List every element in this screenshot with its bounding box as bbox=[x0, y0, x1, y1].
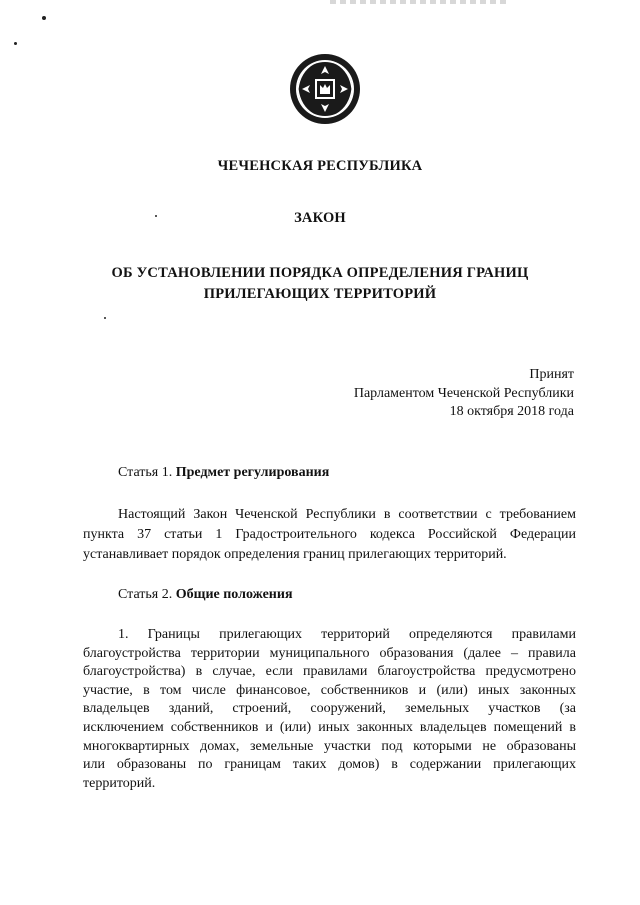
scan-speck bbox=[14, 42, 17, 45]
paragraph-line: территорий. bbox=[83, 775, 156, 791]
paragraph-line: 1. Границы прилегающих территорий определяются правилами bbox=[118, 627, 576, 642]
paragraph-line: участие, в том числе финансовое, собственников и (или) иных законных bbox=[83, 682, 576, 698]
paragraph-line: многоквартирных домах, земельные участки под которыми не образованы bbox=[83, 738, 576, 754]
coat-of-arms-emblem bbox=[288, 52, 362, 126]
article-1-paragraph bbox=[83, 505, 576, 565]
scan-speck bbox=[104, 317, 106, 319]
adoption-date: 18 октября 2018 года bbox=[449, 404, 574, 419]
document-type-heading: ЗАКОН bbox=[294, 210, 346, 226]
adoption-line: Парламентом Чеченской Республики bbox=[353, 385, 574, 401]
article-1-heading bbox=[118, 465, 329, 481]
adoption-block bbox=[354, 366, 574, 422]
paragraph-line: исключением собственников и (или) иных законных владельцев помещений в bbox=[83, 719, 576, 735]
paragraph-line: благоустройства) в случае, если правилами благоустройства предусмотрено bbox=[83, 664, 576, 680]
law-title-line: ОБ УСТАНОВЛЕНИИ ПОРЯДКА ОПРЕДЕЛЕНИЯ ГРАНИЦ bbox=[111, 265, 529, 281]
paragraph-line: благоустройства территории муниципального образования (далее – правила bbox=[83, 645, 576, 661]
paragraph-line: пункта 37 статьи 1 Градостроительного кодекса Российской Федерации bbox=[83, 527, 576, 542]
article-2-title: Общие положения bbox=[175, 587, 293, 602]
article-2-prefix: Статья 2. bbox=[118, 587, 176, 602]
article-1-title: Предмет регулирования bbox=[175, 465, 330, 480]
paragraph-line: Настоящий Закон Чеченской Республики в соответствии с требованием bbox=[118, 507, 576, 522]
article-1-prefix: Статья 1. bbox=[118, 465, 176, 480]
law-title-line: ПРИЛЕГАЮЩИХ ТЕРРИТОРИЙ bbox=[203, 286, 437, 302]
scan-speck bbox=[42, 16, 46, 20]
paragraph-line: владельцев зданий, строений, сооружений, земельных участков (за bbox=[83, 701, 576, 717]
article-2-heading bbox=[118, 587, 293, 603]
paragraph-line: устанавливает порядок определения границ прилегающих территорий. bbox=[83, 547, 507, 562]
paragraph-line: или образованы по границам таких домов) в содержании прилегающих bbox=[83, 757, 576, 773]
adoption-line: Принят bbox=[529, 367, 574, 382]
scan-artifact bbox=[330, 0, 510, 4]
republic-heading: ЧЕЧЕНСКАЯ РЕСПУБЛИКА bbox=[217, 158, 423, 174]
article-2-paragraph bbox=[83, 626, 576, 793]
law-title bbox=[0, 263, 640, 305]
